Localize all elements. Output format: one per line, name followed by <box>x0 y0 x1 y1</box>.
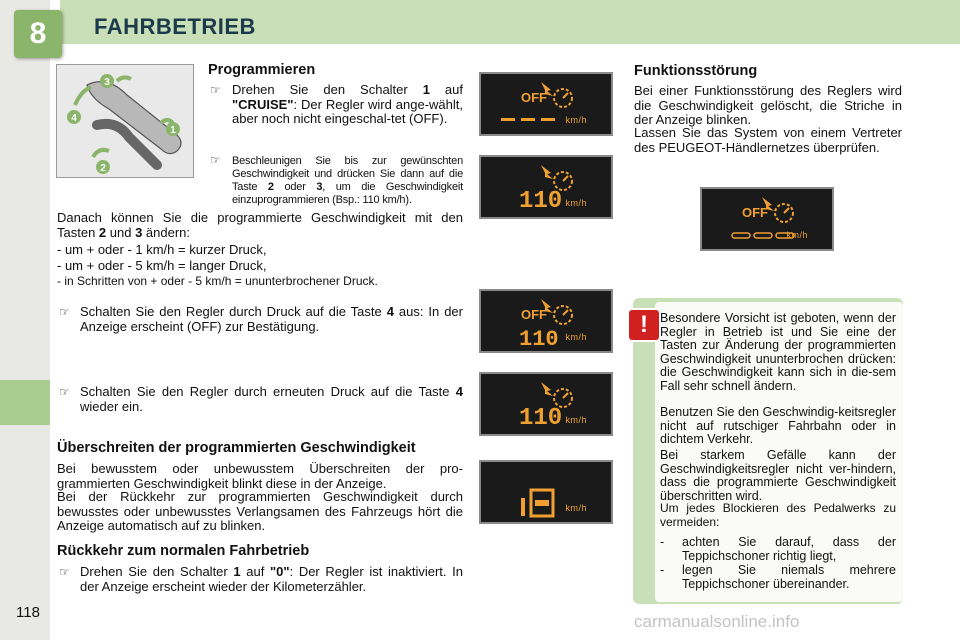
lever-label-4: 4 <box>71 113 77 124</box>
display-off-label: OFF <box>521 307 547 322</box>
bullet-icon: ☞ <box>210 83 221 97</box>
warning-exclamation-icon: ! <box>629 310 659 340</box>
display-speed-value: 110 <box>519 327 559 351</box>
display-unit: km/h <box>565 115 587 125</box>
display-off-dashes <box>479 72 613 136</box>
section-heading-programmieren: Programmieren <box>208 62 316 78</box>
warning-list-item: achten Sie darauf, dass der Teppichschoner richtig liegt, <box>682 535 896 563</box>
display-speed-value: 110 <box>519 405 563 432</box>
warning-list-item: legen Sie niemals mehrere Teppichschoner übereinander. <box>682 563 896 591</box>
warning-paragraph-3: Bei starkem Gefälle kann der Geschwindigkeitsregler nicht ver-hindern, dass die programmierte Geschwindigkeit überschritten wird. <box>660 448 896 503</box>
warning-paragraph-4: Um jedes Blockieren des Pedalwerks zu vermeiden: <box>660 501 896 529</box>
side-margin-bar <box>0 0 50 640</box>
page-number: 118 <box>16 604 40 621</box>
list-dash: - <box>660 535 665 549</box>
list-item: - um + oder - 5 km/h = langer Druck, <box>57 258 267 273</box>
bullet-icon: ☞ <box>210 153 221 167</box>
rueckkehr-text: Drehen Sie den Schalter 1 auf "0": Der Regler ist inaktiviert. In der Anzeige erscheint wieder der Kilometerzähler. <box>80 564 464 594</box>
display-off-label: OFF <box>742 205 768 220</box>
funktionsstoerung-paragraph-2: Lassen Sie das System von einem Vertreter des PEUGEOT-Händlernetzes überprüfen. <box>634 125 902 155</box>
display-speed <box>479 155 613 219</box>
display-speed-value: 110 <box>519 188 563 215</box>
bullet-icon: ☞ <box>59 565 70 579</box>
display-unit: km/h <box>565 503 587 513</box>
lever-label-3: 3 <box>104 77 110 88</box>
section-heading-rueckkehr: Rückkehr zum normalen Fahrbetrieb <box>57 543 310 559</box>
chapter-number: 8 <box>14 10 62 58</box>
funktionsstoerung-paragraph-1: Bei einer Funktionsstörung des Reglers wird die Geschwindigkeit gelöscht, die Striche in der Anzeige blinken. <box>634 83 902 127</box>
step-4-text: Schalten Sie den Regler durch erneuten Druck auf die Taste 4 wieder ein. <box>80 384 463 414</box>
step-2-text: Beschleunigen Sie bis zur gewünschten Geschwindigkeit und drücken Sie dann auf die Taste 2 oder 3, um die Geschwindigkeit einzuprogrammieren (Bsp.: 110 km/h). <box>232 155 464 206</box>
watermark: carmanualsonline.info <box>634 612 800 631</box>
list-item: - in Schritten von + oder - 5 km/h = ununterbrochener Druck. <box>57 274 378 288</box>
display-odometer <box>479 460 613 524</box>
warning-paragraph-1: Besondere Vorsicht ist geboten, wenn der Regler in Betrieb ist und Sie eine der Tasten zur Änderung der programmierten Geschwindigkeit ununterbrochen drücken: die Geschwindigkeit kann sich in die-sem Fall sehr schnell ändern. <box>660 311 896 393</box>
cruise-control-icon <box>541 382 572 407</box>
bullet-icon: ☞ <box>59 305 70 319</box>
bullet-icon: ☞ <box>59 385 70 399</box>
display-off-speed <box>479 289 613 353</box>
display-unit: km/h <box>565 332 587 342</box>
step-1-text: Drehen Sie den Schalter 1 auf "CRUISE": Der Regler wird ange-wählt, aber noch nicht eingeschal-tet (OFF). <box>232 82 463 126</box>
page-title: FAHRBETRIEB <box>94 14 256 39</box>
ueberschreiten-paragraph-1: Bei bewusstem oder unbewusstem Überschreiten der pro-grammierten Geschwindigkeit blinkt diese in der Anzeige. <box>57 461 463 491</box>
list-dash: - <box>660 563 665 577</box>
lever-label-1: 1 <box>170 125 176 136</box>
lever-label-2: 2 <box>100 163 106 174</box>
warning-paragraph-2: Benutzen Sie den Geschwindig-keitsregler nicht auf rutschiger Fahrbahn oder in dichtem Verkehr. <box>660 405 896 446</box>
section-heading-funktionsstoerung: Funktionsstörung <box>634 63 758 79</box>
section-heading-ueberschreiten: Überschreiten der programmierten Geschwindigkeit <box>57 440 416 456</box>
ueberschreiten-paragraph-2: Bei der Rückkehr zur programmierten Geschwindigkeit durch bewusstes oder unbewusstes Verlangsamen des Fahrzeugs hört die Anzeige automatisch auf zu blinken. <box>57 489 463 533</box>
display-fault <box>700 187 834 251</box>
display-unit: km/h <box>565 415 587 425</box>
display-off-label: OFF <box>521 90 547 105</box>
display-unit: km/h <box>786 230 808 240</box>
step-3-text: Schalten Sie den Regler durch Druck auf die Taste 4 aus: In der Anzeige erscheint (OFF) zur Bestätigung. <box>80 304 463 334</box>
display-unit: km/h <box>565 198 587 208</box>
speed-adjust-text: Danach können Sie die programmierte Geschwindigkeit mit den Tasten 2 und 3 ändern: <box>57 210 463 240</box>
list-item: - um + oder - 1 km/h = kurzer Druck, <box>57 242 267 257</box>
display-speed-reactivated <box>479 372 613 436</box>
cruise-control-lever-illustration <box>56 64 194 178</box>
chapter-side-tab <box>0 380 50 425</box>
cruise-control-icon <box>541 165 572 190</box>
